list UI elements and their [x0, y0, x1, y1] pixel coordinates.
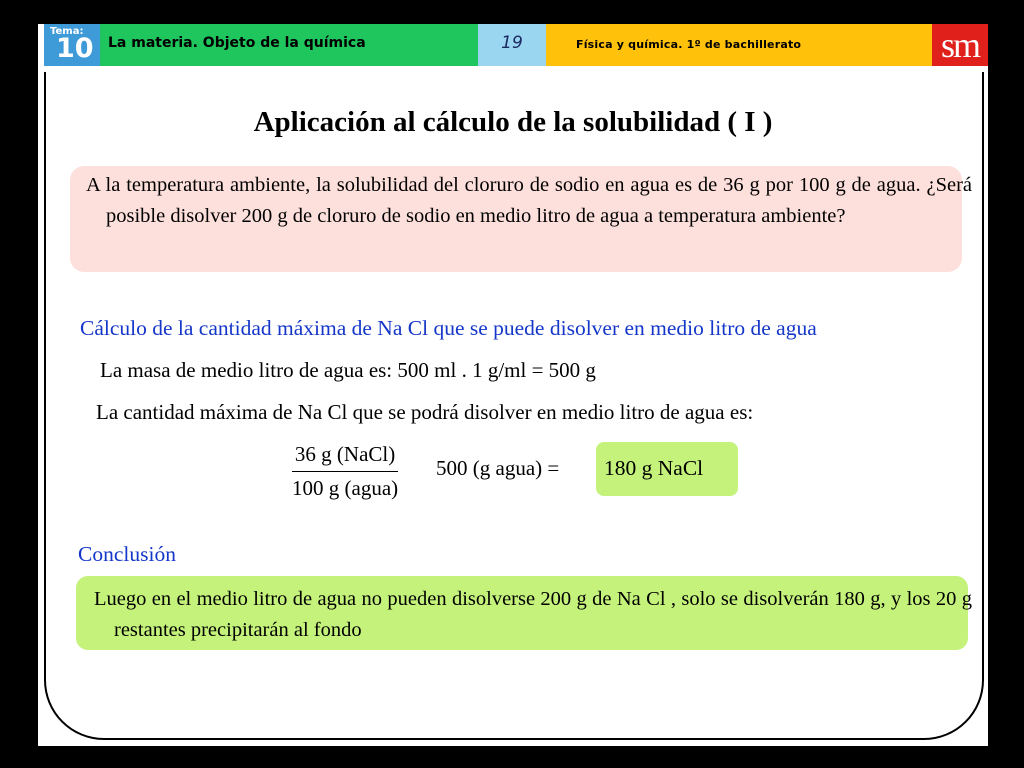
unit-title: La materia. Objeto de la química: [108, 35, 366, 51]
tema-badge: [44, 24, 100, 66]
water-mass-line: La masa de medio litro de agua es: 500 ml . 1 g/ml = 500 g: [100, 358, 596, 382]
page-number-box: [478, 24, 546, 66]
fraction-denominator: 100 g (agua): [292, 476, 399, 500]
unit-title-bar: [100, 24, 478, 66]
section-heading-conclusion: Conclusión: [78, 542, 176, 566]
tema-label: Tema:: [50, 26, 84, 37]
slide-title: Aplicación al cálculo de la solubilidad ( I ): [253, 106, 773, 138]
fraction-numerator: 36 g (NaCl): [292, 442, 398, 472]
section-heading-calculation: Cálculo de la cantidad máxima de Na Cl que se puede disolver en medio litro de agua: [80, 316, 817, 340]
solubility-fraction: [292, 442, 398, 501]
conclusion-box: [76, 576, 972, 650]
problem-box: [70, 166, 972, 272]
subject-label: Física y química. 1º de bachillerato: [576, 38, 802, 51]
publisher-logo: [932, 24, 988, 66]
subject-bar: [546, 24, 932, 66]
tema-number: 10: [56, 33, 94, 64]
result-value: 180 g NaCl: [604, 456, 704, 480]
result-box: [596, 442, 738, 496]
slide: [38, 24, 988, 746]
conclusion-text: Luego en el medio litro de agua no pueden disolverse 200 g de Na Cl , solo se disolverán 180 g, y los 20 g restantes precipitarán al fondo: [94, 588, 972, 641]
max-amount-line: La cantidad máxima de Na Cl que se podrá disolver en medio litro de agua es:: [96, 400, 754, 424]
page-number: 19: [501, 33, 523, 53]
logo-text: sm: [940, 25, 979, 65]
problem-statement: A la temperatura ambiente, la solubilidad del cloruro de sodio en agua es de 36 g por 100 g de agua. ¿Será posible disolver 200 g de cloruro de sodio en medio litro de agua a temperatura ambiente?: [86, 174, 972, 227]
equation-multiplier: 500 (g agua) =: [436, 456, 560, 480]
